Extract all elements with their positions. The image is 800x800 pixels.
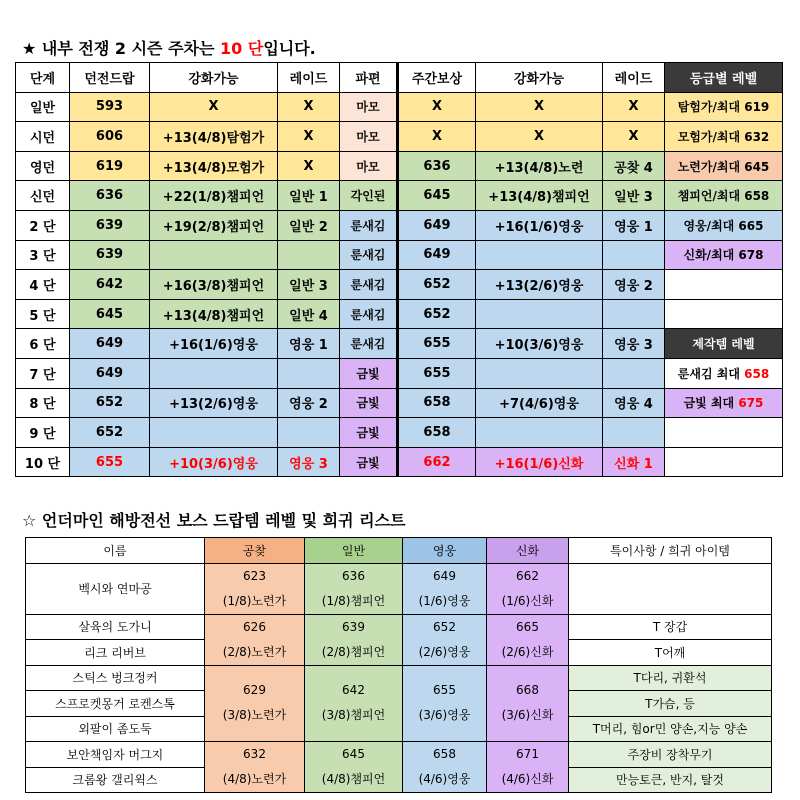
drop-level-cell xyxy=(487,665,569,742)
drop-level-cell xyxy=(205,614,305,665)
table-cell: X xyxy=(278,92,340,122)
table-cell: +16(1/6)영웅 xyxy=(476,210,603,240)
table-cell: 6 단 xyxy=(16,329,70,359)
notes-cell: T어깨 xyxy=(569,640,772,666)
table-row xyxy=(16,447,783,477)
table-cell: 영웅/최대 665 xyxy=(665,210,783,240)
item-level: 668 xyxy=(516,683,539,698)
header-cell: 신화 xyxy=(487,538,569,564)
boss-row xyxy=(26,742,772,768)
table-cell: X xyxy=(398,122,476,152)
table-cell: 4 단 xyxy=(16,270,70,300)
table-cell: 영던 xyxy=(16,151,70,181)
table-cell: 룬새김 xyxy=(340,329,398,359)
table-cell: 606 xyxy=(70,122,150,152)
table-cell: 649 xyxy=(398,240,476,270)
boss-name: 외팔이 좀도둑 xyxy=(26,716,205,742)
table-cell: 마모 xyxy=(340,151,398,181)
table-cell: 룬새김 xyxy=(340,299,398,329)
header-cell: 이름 xyxy=(26,538,205,564)
item-level: 636 xyxy=(342,568,365,583)
header-row xyxy=(26,538,772,564)
table-cell: 619 xyxy=(70,151,150,181)
table-cell: +13(4/8)챔피언 xyxy=(150,299,278,329)
table-cell: 신화/최대 678 xyxy=(665,240,783,270)
notes-cell: 만능토큰, 반지, 탈것 xyxy=(569,767,772,793)
boss-name: 스틱스 벙크정커 xyxy=(26,665,205,691)
track-level: (3/8)노련가 xyxy=(222,708,287,723)
table-row xyxy=(16,122,783,152)
table-cell: 일반 1 xyxy=(278,181,340,211)
table-cell: 금빛 xyxy=(340,447,398,477)
table-cell xyxy=(476,299,603,329)
track-level: (1/6)신화 xyxy=(501,593,554,608)
header-cell: 일반 xyxy=(305,538,403,564)
drop-level-cell xyxy=(403,614,487,665)
table-cell xyxy=(476,240,603,270)
header-cell: 단계 xyxy=(16,63,70,93)
table-cell: 658 xyxy=(398,388,476,418)
table-cell: 공찾 4 xyxy=(603,151,665,181)
track-level: (1/6)영웅 xyxy=(418,593,471,608)
table-cell: 655 xyxy=(70,447,150,477)
table-cell: 639 xyxy=(70,240,150,270)
table-cell xyxy=(476,358,603,388)
boss-name: 스프로켓몽거 로켄스톡 xyxy=(26,691,205,717)
table-cell: 662 xyxy=(398,447,476,477)
table-cell xyxy=(665,299,783,329)
item-level: 649 xyxy=(433,568,456,583)
item-level: 655 xyxy=(433,683,456,698)
table-cell xyxy=(278,418,340,448)
table-cell: 일반 3 xyxy=(603,181,665,211)
table-cell: 영웅 3 xyxy=(278,447,340,477)
track-level: (4/6)신화 xyxy=(501,772,554,786)
table-cell: +19(2/8)챔피언 xyxy=(150,210,278,240)
table-cell: 636 xyxy=(70,181,150,211)
boss-row xyxy=(26,563,772,614)
track-level: (2/6)영웅 xyxy=(418,644,471,659)
drop-level-cell xyxy=(487,563,569,614)
item-level: 639 xyxy=(342,619,365,634)
table-cell: 제작템 레벨 xyxy=(665,329,783,359)
table-cell: 652 xyxy=(398,299,476,329)
table-cell xyxy=(278,240,340,270)
table-cell: +13(2/6)영웅 xyxy=(150,388,278,418)
boss-name: 벡시와 연마공 xyxy=(26,563,205,614)
table-cell: 일반 2 xyxy=(278,210,340,240)
boss-name: 리크 리버브 xyxy=(26,640,205,666)
table-cell xyxy=(150,358,278,388)
item-level: 645 xyxy=(342,747,365,761)
header-cell: 강화가능 xyxy=(476,63,603,93)
table-cell: 655 xyxy=(398,358,476,388)
boss-name: 크롬왕 갤리윅스 xyxy=(26,767,205,793)
craft-level-value: 675 xyxy=(738,396,764,411)
table-cell: X xyxy=(603,122,665,152)
header-cell: 등급별 레벨 xyxy=(665,63,783,93)
section2-title: ☆ 언더마인 해방전선 보스 드랍템 레벨 및 희귀 리스트 xyxy=(22,511,406,530)
header-cell: 레이드 xyxy=(278,63,340,93)
table-cell xyxy=(278,358,340,388)
track-level: (4/8)챔피언 xyxy=(321,772,386,786)
table-cell: 금빛 xyxy=(340,388,398,418)
table-cell: X xyxy=(476,92,603,122)
table-cell: 649 xyxy=(70,358,150,388)
item-level: 629 xyxy=(243,683,266,698)
drop-level-cell xyxy=(403,665,487,742)
table-cell: +7(4/6)영웅 xyxy=(476,388,603,418)
drop-level-cell xyxy=(205,742,305,793)
track-level: (2/6)신화 xyxy=(501,644,554,659)
notes-cell: T가슴, 등 xyxy=(569,691,772,717)
table-cell: 영웅 2 xyxy=(278,388,340,418)
track-level: (4/8)노련가 xyxy=(222,772,287,786)
item-level: 626 xyxy=(243,619,266,634)
drop-level-cell xyxy=(205,563,305,614)
table-cell: 일반 3 xyxy=(278,270,340,300)
table-cell: 8 단 xyxy=(16,388,70,418)
track-level: (3/8)챔피언 xyxy=(321,708,386,723)
table-cell: 영웅 1 xyxy=(278,329,340,359)
table-cell: +10(3/6)영웅 xyxy=(476,329,603,359)
table-cell: X xyxy=(150,92,278,122)
table-cell: +13(4/8)모험가 xyxy=(150,151,278,181)
table-cell: 마모 xyxy=(340,92,398,122)
table-cell: 일반 xyxy=(16,92,70,122)
table-cell: X xyxy=(278,151,340,181)
table-cell: 593 xyxy=(70,92,150,122)
table-cell xyxy=(150,240,278,270)
header-cell: 특이사항 / 희귀 아이템 xyxy=(569,538,772,564)
table-cell: +10(3/6)영웅 xyxy=(150,447,278,477)
section1-title: ★ 내부 전쟁 2 시즌 주차는 10 단입니다. xyxy=(22,39,316,58)
table-cell: 신화 1 xyxy=(603,447,665,477)
item-level: 632 xyxy=(243,747,266,761)
table-cell: +16(1/6)영웅 xyxy=(150,329,278,359)
track-level: (2/8)챔피언 xyxy=(321,644,386,659)
table-row xyxy=(16,388,783,418)
table-row xyxy=(16,92,783,122)
table-cell: 금빛 최대 675 xyxy=(665,388,783,418)
notes-cell: T다리, 귀환석 xyxy=(569,665,772,691)
table-cell xyxy=(603,240,665,270)
table-cell: 5 단 xyxy=(16,299,70,329)
drop-level-cell xyxy=(205,665,305,742)
table-cell xyxy=(603,299,665,329)
table-cell xyxy=(665,447,783,477)
item-level: 658 xyxy=(433,747,456,761)
table-cell: 645 xyxy=(70,299,150,329)
notes-cell xyxy=(569,563,772,614)
table-cell: 652 xyxy=(70,388,150,418)
table-row xyxy=(16,151,783,181)
table-cell: +16(3/8)챔피언 xyxy=(150,270,278,300)
item-level: 652 xyxy=(433,619,456,634)
table-cell: 영웅 1 xyxy=(603,210,665,240)
drop-level-cell xyxy=(487,614,569,665)
table-cell xyxy=(476,418,603,448)
table-cell: 각인된 xyxy=(340,181,398,211)
header-cell: 레이드 xyxy=(603,63,665,93)
table-row xyxy=(16,418,783,448)
table-row xyxy=(16,240,783,270)
drop-level-cell xyxy=(305,563,403,614)
track-level: (3/6)신화 xyxy=(501,708,554,723)
notes-cell: T 장갑 xyxy=(569,614,772,640)
table-cell xyxy=(603,358,665,388)
track-level: (2/8)노련가 xyxy=(222,644,287,659)
table-row xyxy=(16,270,783,300)
header-cell: 영웅 xyxy=(403,538,487,564)
table-row xyxy=(16,358,783,388)
table-cell: 영웅 2 xyxy=(603,270,665,300)
table-cell: +13(4/8)챔피언 xyxy=(476,181,603,211)
drop-level-cell xyxy=(305,614,403,665)
table-cell: X xyxy=(476,122,603,152)
header-cell: 던전드랍 xyxy=(70,63,150,93)
table-cell: X xyxy=(398,92,476,122)
table-cell: 652 xyxy=(398,270,476,300)
table-row xyxy=(16,181,783,211)
table-cell xyxy=(665,418,783,448)
table-cell: 652 xyxy=(70,418,150,448)
table-cell: 마모 xyxy=(340,122,398,152)
table-cell: 금빛 xyxy=(340,418,398,448)
drop-level-cell xyxy=(305,742,403,793)
boss-row xyxy=(26,614,772,640)
track-level: (4/6)영웅 xyxy=(418,772,471,786)
header-cell: 공찾 xyxy=(205,538,305,564)
item-level: 662 xyxy=(516,568,539,583)
table-row xyxy=(16,329,783,359)
table-cell: +13(2/6)영웅 xyxy=(476,270,603,300)
track-level: (1/8)노련가 xyxy=(222,593,287,608)
table-cell: 645 xyxy=(398,181,476,211)
table-cell: 3 단 xyxy=(16,240,70,270)
table-cell: +13(4/8)탐험가 xyxy=(150,122,278,152)
table-cell: 655 xyxy=(398,329,476,359)
table-cell: 649 xyxy=(398,210,476,240)
drop-level-cell xyxy=(305,665,403,742)
drop-level-cell xyxy=(403,742,487,793)
table-cell: 642 xyxy=(70,270,150,300)
table-cell: X xyxy=(278,122,340,152)
boss-drop-table xyxy=(25,537,772,793)
table-cell: +13(4/8)노련 xyxy=(476,151,603,181)
item-level: 642 xyxy=(342,683,365,698)
table-cell: X xyxy=(603,92,665,122)
boss-name: 보안책임자 머그지 xyxy=(26,742,205,768)
header-cell: 파편 xyxy=(340,63,398,93)
header-row xyxy=(16,63,783,93)
table-cell: 룬새김 최대 658 xyxy=(665,358,783,388)
table-cell: 시던 xyxy=(16,122,70,152)
item-level: 623 xyxy=(243,568,266,583)
table-cell: 노련가/최대 645 xyxy=(665,151,783,181)
craft-level-value: 658 xyxy=(744,366,770,381)
table-cell: 658 xyxy=(398,418,476,448)
item-level: 665 xyxy=(516,619,539,634)
item-level: 671 xyxy=(516,747,539,761)
notes-cell: 주장비 장착무기 xyxy=(569,742,772,768)
table-cell: 탐험가/최대 619 xyxy=(665,92,783,122)
table-cell: 영웅 4 xyxy=(603,388,665,418)
table-cell xyxy=(603,418,665,448)
table-cell: 모험가/최대 632 xyxy=(665,122,783,152)
boss-name: 살육의 도가니 xyxy=(26,614,205,640)
table-cell: 금빛 xyxy=(340,358,398,388)
table-cell: 636 xyxy=(398,151,476,181)
table-cell: 챔피언/최대 658 xyxy=(665,181,783,211)
table-cell: +16(1/6)신화 xyxy=(476,447,603,477)
table-row xyxy=(16,210,783,240)
table-cell: 9 단 xyxy=(16,418,70,448)
drop-level-cell xyxy=(487,742,569,793)
table-cell: 영웅 3 xyxy=(603,329,665,359)
table-cell: 룬새김 xyxy=(340,240,398,270)
table-cell: 10 단 xyxy=(16,447,70,477)
season-table xyxy=(15,62,783,477)
table-row xyxy=(16,299,783,329)
header-cell: 주간보상 xyxy=(398,63,476,93)
table-cell xyxy=(665,270,783,300)
track-level: (3/6)영웅 xyxy=(418,708,471,723)
table-cell: 룬새김 xyxy=(340,270,398,300)
table-cell: 2 단 xyxy=(16,210,70,240)
header-cell: 강화가능 xyxy=(150,63,278,93)
table-cell: +22(1/8)챔피언 xyxy=(150,181,278,211)
table-cell: 신던 xyxy=(16,181,70,211)
drop-level-cell xyxy=(403,563,487,614)
boss-row xyxy=(26,665,772,691)
table-cell: 7 단 xyxy=(16,358,70,388)
table-cell xyxy=(150,418,278,448)
table-cell: 룬새김 xyxy=(340,210,398,240)
track-level: (1/8)챔피언 xyxy=(321,593,386,608)
table-cell: 일반 4 xyxy=(278,299,340,329)
table-cell: 649 xyxy=(70,329,150,359)
notes-cell: T머리, 힘or민 양손,지능 양손 xyxy=(569,716,772,742)
table-cell: 639 xyxy=(70,210,150,240)
